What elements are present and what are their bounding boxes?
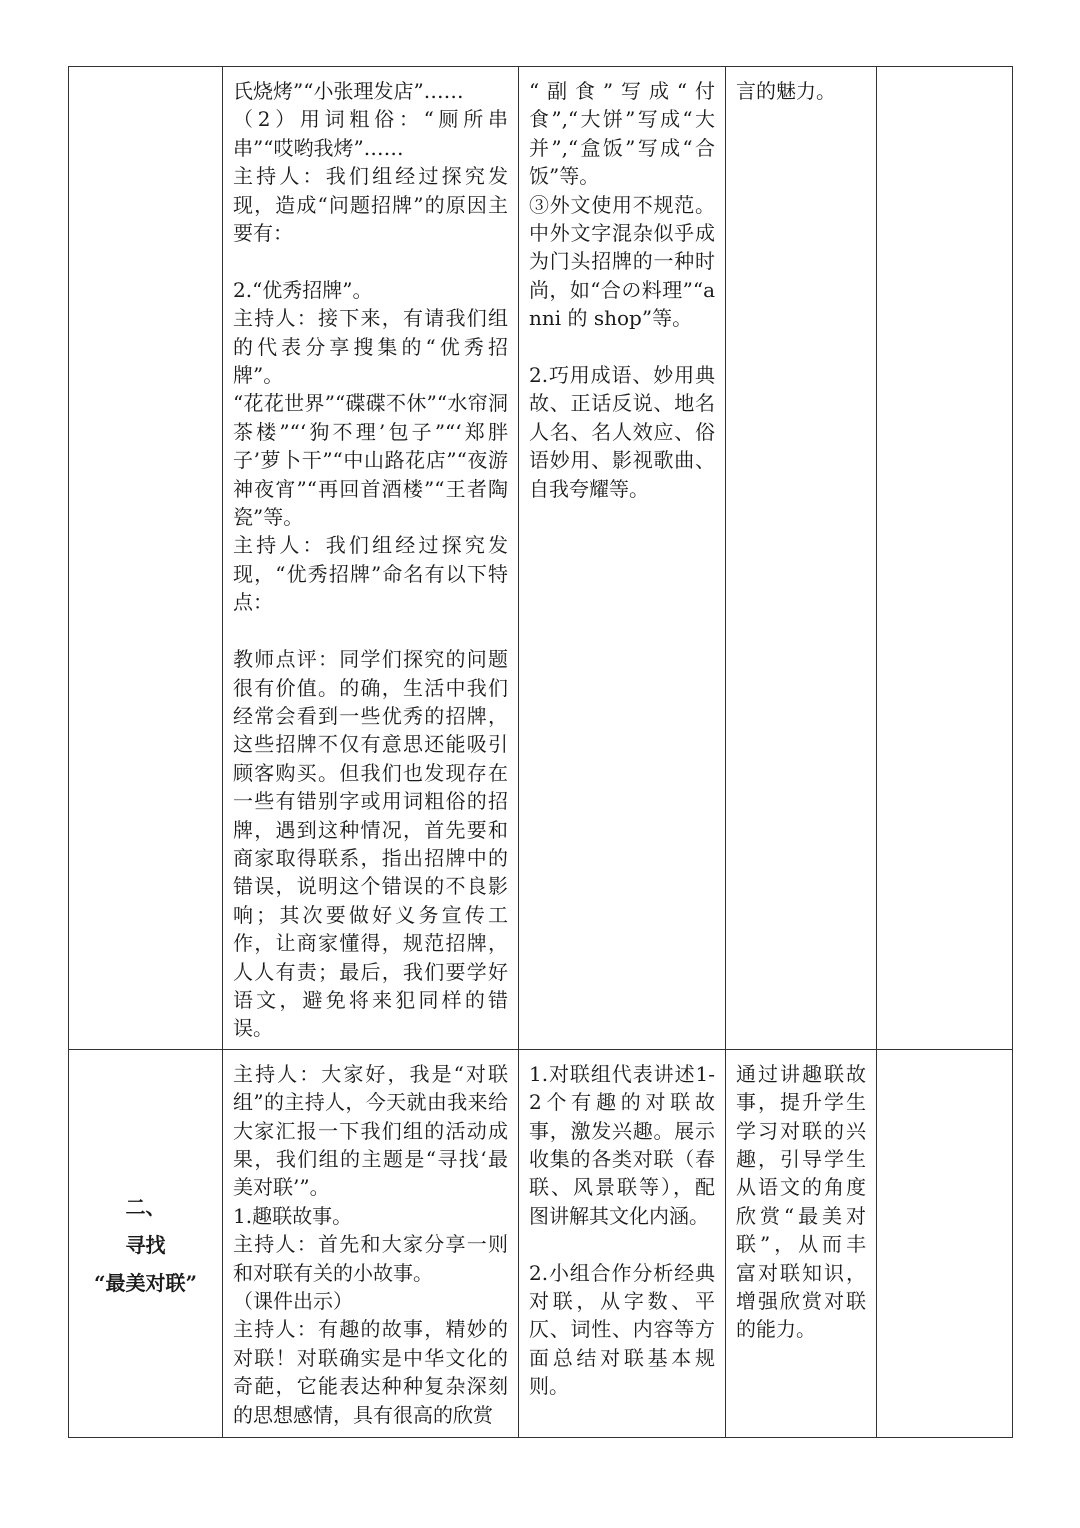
extra-cell <box>877 67 1013 1050</box>
text-line: 主持人：接下来，有请我们组的代表分享搜集的“优秀招牌”。 <box>233 306 508 388</box>
text-line <box>529 1230 715 1258</box>
text-line: 教师点评：同学们探究的问题很有价值。的确，生活中我们经常会看到一些优秀的招牌，这些招牌不仅有意思还能吸引顾客购买。但我们也发现存在一些有错别字或用词粗俗的招牌，遇到这种情况，首先要和商家取得联系，指出招牌中的错误，说明这个错误的不良影响；其次要做好义务宣传工作，让商家懂得，规范招牌，人人有责；最后，我们要学好语文，避免将来犯同样的错误。 <box>233 647 508 1041</box>
text-line: 主持人：我们组经过探究发现，造成“问题招牌”的原因主要有： <box>233 164 508 246</box>
text-line: 1.趣联故事。 <box>233 1203 353 1228</box>
purpose-cell <box>726 1049 877 1437</box>
text-line: 主持人：首先和大家分享一则和对联有关的小故事。 <box>233 1232 508 1285</box>
text-line: ③外文使用不规范。中外文字混杂似乎成为门头招牌的一种时尚，如“合の料理”“anni 的 shop”等。 <box>529 192 715 331</box>
text-line <box>529 333 715 361</box>
text-line <box>233 247 508 275</box>
text-line: 1.对联组代表讲述1-2个有趣的对联故事，激发兴趣。展示收集的各类对联（春联、风景联等），配图讲解其文化内涵。 <box>529 1061 715 1228</box>
purpose-cell <box>726 67 877 1050</box>
text-line: （2）用词粗俗：“厕所串串”“哎哟我烤”…… <box>233 107 508 160</box>
text-line: （课件出示） <box>233 1289 353 1314</box>
text-line: “副食”写成“付食”,“大饼”写成“大并”,“盒饭”写成“合饭”等。 <box>529 79 715 189</box>
stage-number: 二、 <box>125 1195 166 1220</box>
stage-title: 寻找 <box>125 1233 166 1258</box>
text-line: 2.巧用成语、妙用典故、正话反说、地名人名、名人效应、俗语妙用、影视歌曲、自我夸耀等。 <box>529 363 715 501</box>
stage-cell <box>69 1049 223 1437</box>
activity-cell <box>223 67 519 1050</box>
text-line: 氏烧烤”“小张理发店”…… <box>233 79 464 103</box>
content-cell <box>519 1049 726 1437</box>
text-line: “花花世界”“碟碟不休”“水帘洞茶楼”“‘狗不理’包子”“‘郑胖子’萝卜干”“中山路花店”“夜游神夜宵”“再回首酒楼”“王者陶瓷”等。 <box>233 391 508 530</box>
text-line: 主持人：大家好，我是“对联组”的主持人，今天就由我来给大家汇报一下我们组的活动成果，我们组的主题是“寻找‘最美对联’”。 <box>233 1061 508 1200</box>
text-line: 2.小组合作分析经典对联，从字数、平仄、词性、内容等方面总结对联基本规则。 <box>529 1260 715 1399</box>
extra-cell <box>877 1049 1013 1437</box>
table-row <box>69 1049 1013 1437</box>
text-line: 主持人：有趣的故事，精妙的对联！对联确实是中华文化的奇葩，它能表达种种复杂深刻的思想感情，具有很高的欣赏 <box>233 1317 508 1427</box>
text-line: 主持人：我们组经过探究发现，“优秀招牌”命名有以下特点： <box>233 533 508 615</box>
text-line <box>233 617 508 645</box>
text-line: 言的魅力。 <box>736 79 836 103</box>
text-line: 2.“优秀招牌”。 <box>233 277 373 302</box>
text-line: 通过讲趣联故事，提升学生学习对联的兴趣，引导学生从语文的角度欣赏“最美对联”，从而丰富对联知识，增强欣赏对联的能力。 <box>736 1061 866 1342</box>
content-cell <box>519 67 726 1050</box>
table-row <box>69 67 1013 1050</box>
lesson-plan-table <box>68 66 1013 1438</box>
stage-title: “最美对联” <box>93 1271 197 1296</box>
stage-cell <box>69 67 223 1050</box>
activity-cell <box>223 1049 519 1437</box>
